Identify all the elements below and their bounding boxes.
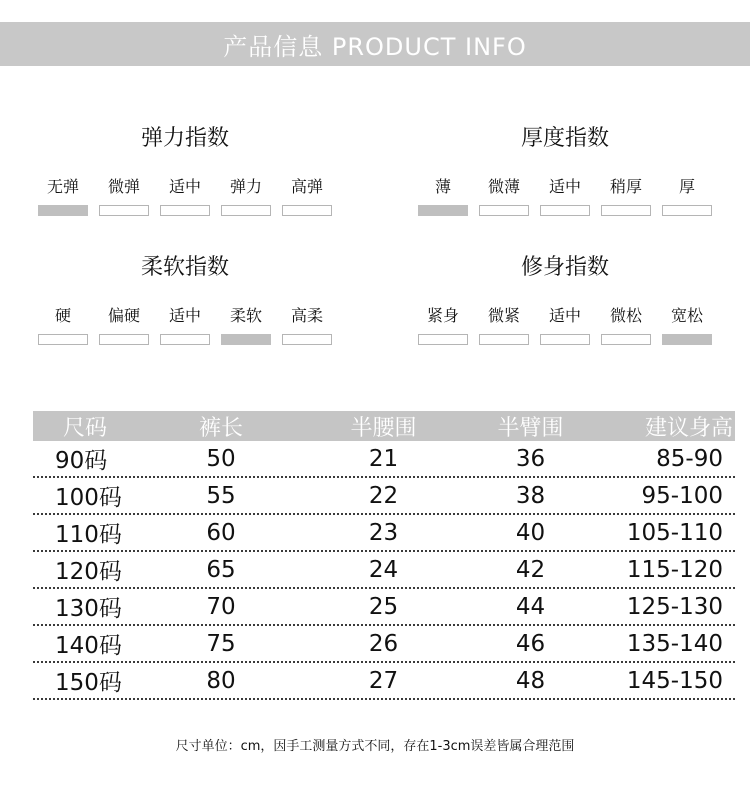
table-cell: 27 <box>368 667 399 694</box>
fit-index <box>415 251 715 345</box>
table-cell: 44 <box>515 593 546 620</box>
index-option-label: 偏硬 <box>107 306 140 325</box>
index-indicator <box>601 205 651 216</box>
index-option-label: 厚 <box>678 177 695 196</box>
index-indicator <box>282 334 332 345</box>
index-option-label: 高弹 <box>290 177 323 196</box>
index-option-label: 适中 <box>548 177 581 196</box>
index-indicator <box>99 205 149 216</box>
index-indicator <box>221 205 271 216</box>
index-option-label: 稍厚 <box>609 177 642 196</box>
index-indicator <box>160 205 210 216</box>
index-indicator-selected <box>221 334 271 345</box>
table-cell: 130码 <box>55 596 122 622</box>
index-indicator <box>418 334 468 345</box>
table-cell: 50 <box>206 445 236 472</box>
index-option-label: 柔软 <box>229 306 262 325</box>
index-option-label: 弹力 <box>229 177 262 196</box>
table-row <box>33 552 735 589</box>
elasticity-index <box>35 122 335 216</box>
thickness-index-title: 厚度指数 <box>520 126 609 151</box>
index-indicator <box>160 334 210 345</box>
table-cell: 115-120 <box>626 556 723 583</box>
table-cell: 100码 <box>55 485 122 511</box>
table-cell: 36 <box>515 445 546 472</box>
index-option-label: 微松 <box>609 306 642 325</box>
table-row <box>33 478 735 515</box>
measurement-footnote: 尺寸单位：cm，因手工测量方式不同，存在1-3cm误差皆属合理范围 <box>175 739 575 754</box>
size-table-header <box>33 411 735 441</box>
elasticity-index-title: 弹力指数 <box>140 126 229 151</box>
table-row <box>33 515 735 552</box>
index-indicator <box>540 334 590 345</box>
table-row <box>33 663 735 700</box>
table-cell: 65 <box>206 556 236 583</box>
table-cell: 22 <box>368 482 399 509</box>
table-cell: 55 <box>206 482 236 509</box>
table-cell: 60 <box>206 519 236 546</box>
size-table-body <box>33 441 735 700</box>
table-cell: 23 <box>368 519 399 546</box>
index-option-label: 适中 <box>168 177 201 196</box>
index-option-label: 微薄 <box>487 177 520 196</box>
index-indicator <box>38 334 88 345</box>
column-header: 建议身高 <box>644 415 733 441</box>
table-cell: 125-130 <box>626 593 723 620</box>
table-cell: 25 <box>368 593 399 620</box>
index-indicator <box>479 334 529 345</box>
index-indicator-selected <box>418 205 468 216</box>
table-row <box>33 441 735 478</box>
index-indicator-selected <box>662 334 712 345</box>
table-cell: 90码 <box>55 448 108 474</box>
table-row <box>33 589 735 626</box>
index-indicator-selected <box>38 205 88 216</box>
index-option-label: 宽松 <box>670 306 703 325</box>
table-cell: 24 <box>368 556 399 583</box>
softness-index <box>35 251 335 345</box>
table-cell: 70 <box>206 593 236 620</box>
index-indicator <box>479 205 529 216</box>
thickness-index <box>415 122 715 216</box>
column-header: 半臂围 <box>497 415 564 441</box>
index-indicator <box>601 334 651 345</box>
table-cell: 40 <box>515 519 546 546</box>
table-cell: 21 <box>368 445 399 472</box>
table-cell: 42 <box>515 556 546 583</box>
table-cell: 150码 <box>55 670 122 696</box>
table-cell: 46 <box>515 630 546 657</box>
index-indicator <box>540 205 590 216</box>
column-header: 半腰围 <box>350 415 417 441</box>
table-cell: 120码 <box>55 559 122 585</box>
table-cell: 75 <box>206 630 236 657</box>
index-option-label: 硬 <box>54 306 71 325</box>
fit-index-title: 修身指数 <box>520 255 609 280</box>
index-option-label: 适中 <box>548 306 581 325</box>
table-cell: 80 <box>206 667 236 694</box>
table-cell: 85-90 <box>656 445 723 472</box>
banner-title: 产品信息 PRODUCT INFO <box>223 32 527 61</box>
table-row <box>33 626 735 663</box>
index-option-label: 适中 <box>168 306 201 325</box>
table-cell: 145-150 <box>626 667 723 694</box>
index-option-label: 紧身 <box>426 306 459 325</box>
index-option-label: 无弹 <box>46 177 79 196</box>
table-cell: 48 <box>515 667 546 694</box>
column-header: 尺码 <box>63 415 108 441</box>
column-header: 裤长 <box>198 415 243 441</box>
table-cell: 38 <box>515 482 546 509</box>
table-cell: 110码 <box>55 522 122 548</box>
size-table <box>33 411 735 700</box>
index-indicator <box>662 205 712 216</box>
index-indicator <box>282 205 332 216</box>
index-option-label: 高柔 <box>290 306 323 325</box>
softness-index-title: 柔软指数 <box>140 255 229 280</box>
index-indicator <box>99 334 149 345</box>
table-cell: 105-110 <box>626 519 723 546</box>
table-cell: 135-140 <box>626 630 723 657</box>
product-info-banner <box>0 22 750 66</box>
table-cell: 140码 <box>55 633 122 659</box>
index-option-label: 微紧 <box>487 306 520 325</box>
index-option-label: 薄 <box>434 177 451 196</box>
table-cell: 26 <box>368 630 399 657</box>
table-cell: 95-100 <box>641 482 723 509</box>
index-option-label: 微弹 <box>107 177 140 196</box>
